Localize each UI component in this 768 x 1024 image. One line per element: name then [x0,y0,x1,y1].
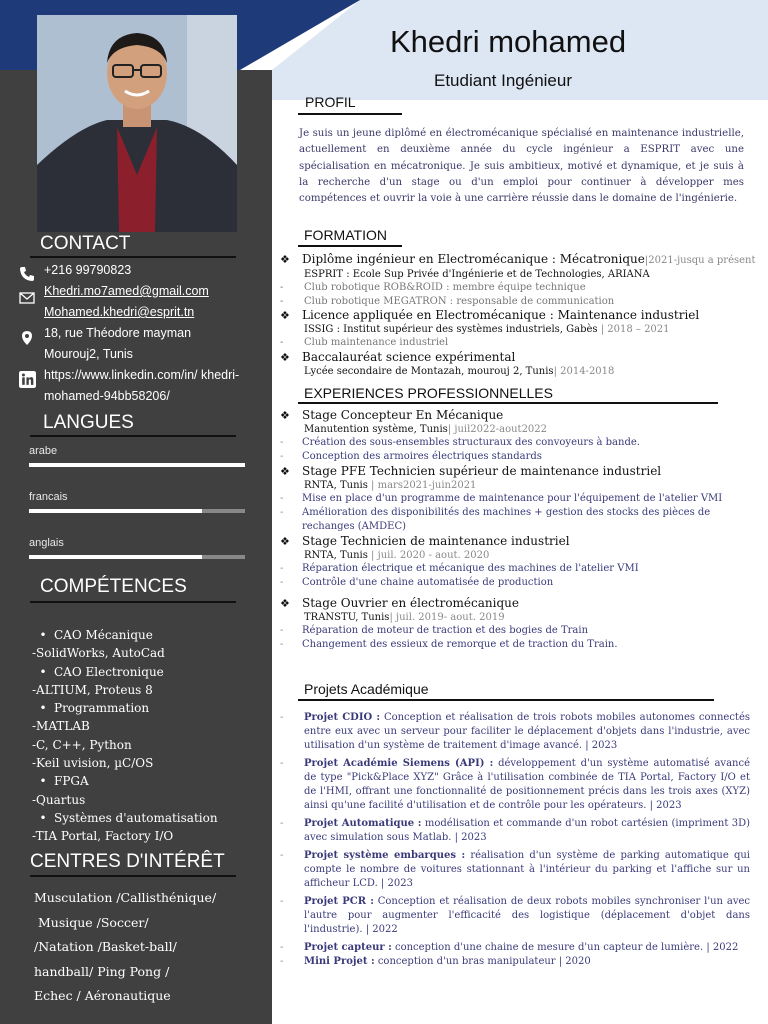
formation-item [280,308,756,323]
location-icon [19,330,35,346]
contact-linkedin-1[interactable]: https://www.linkedin.com/in/ khedri- [44,368,240,382]
project-item: - Projet capteur : conception d'une chaine de mesure d'un capteur de lumière. | 2022 [280,942,739,953]
skill-detail: -Keil uvision, µC/OS [32,756,154,771]
degree-date: | 2014-2018 [553,365,615,377]
candidate-name: Khedri mohamed [390,24,627,59]
task-item: - Amélioration des disponibilités des machines + gestion des stocks des pièces de rechanges (AMDEC) [280,507,711,532]
project-list [280,711,750,973]
diamond-bullet-icon: ❖ [280,409,290,422]
lang-fill-arabe [29,463,245,467]
skills-list [32,626,218,846]
interest-line: Musique /Soccer/ [34,914,149,930]
diamond-bullet-icon: ❖ [280,535,290,548]
degree-title: Diplôme ingénieur en Electromécanique : Mécatronique [302,252,645,266]
projets-title: Projets Académique [304,681,429,697]
interets-divider [30,875,236,877]
experience-list [280,408,756,652]
interest-line: Musculation /Callisthénique/ [34,890,217,905]
degree-school: Lycée secondaire de Montazah, mourouj 2, Tunis| 2014-2018 [304,365,615,377]
contact-linkedin-2[interactable]: mohamed-94bb58206/ [44,389,170,403]
contact-address-1: 18, rue Théodore mayman [44,326,192,340]
lang-bar-francais [29,509,245,513]
interest-line: handball/ Ping Pong / [34,963,170,979]
formation-divider [298,245,402,247]
email-icon [19,290,35,306]
interests-list [34,886,216,1009]
experiences-divider [298,402,718,404]
lang-label-francais: francais [29,491,68,503]
degree-school: ESPRIT : Ecole Sup Privée d'Ingénierie et de Technologies, ARIANA [304,269,650,280]
project-item: - Projet Académie Siemens (API) : développement d'un système automatisé avancé de type "Pick&Place XYZ" Grâce à l'utilisation combinée de TIA Portal, Factory I/O et de l'HMI, offrant une fonctionnalité de positionnement précis dans les trois axes (XYZ) ainsi qu'une facilité d'utilisation et de contrôle pour les opérateurs. | 2023 [280,758,750,811]
diamond-bullet-icon: ❖ [280,597,290,610]
experiences-title: EXPERIENCES PROFESSIONNELLES [304,385,553,401]
diamond-bullet-icon: ❖ [280,253,290,266]
formation-item [280,252,756,268]
skill-category: • Programmation [32,699,218,717]
club-item: - Club maintenance industriel [280,337,449,348]
profil-divider [298,113,402,115]
skill-detail: -SolidWorks, AutoCad [32,646,165,661]
langues-divider [30,435,236,437]
interest-line: Echec / Aéronautique [34,988,171,1003]
lang-label-arabe: arabe [29,445,58,457]
lang-fill-francais [29,509,202,513]
task-item: - Réparation de moteur de traction et des bogies de Train [280,625,589,636]
langues-title: LANGUES [43,412,134,433]
degree-title: Baccalauréat science expérimental [302,349,516,364]
task-item: - Contrôle d'une chaine automatisée de production [280,577,554,588]
project-item: - Projet PCR : Conception et réalisation de deux robots mobiles synchroniser l'un avec l'autre pour augmenter l'efficacité des logistique (déplacement d'objet dans l'industrie). | 2022 [280,896,750,935]
experience-item: ❖ Stage Technicien de maintenance industriel [280,534,570,548]
skill-detail: -ALTIUM, Proteus 8 [32,682,153,697]
degree-school: ISSIG : Institut supérieur des systèmes industriels, Gabès | 2018 – 2021 [304,324,670,335]
experience-item: ❖ Stage Concepteur En Mécanique [280,408,504,422]
skill-category: • CAO Mécanique [32,626,218,644]
lang-label-anglais: anglais [29,537,64,549]
projets-divider [298,699,714,701]
task-item: - Conception des armoires électriques standards [280,451,542,462]
club-item: - Club robotique ROB&ROID : membre équipe technique [280,282,586,293]
diamond-bullet-icon: ❖ [280,309,290,322]
skill-detail: -Quartus [32,792,86,807]
degree-date: |2021-jusqu a présent [644,255,756,266]
lang-bar-arabe [29,463,245,467]
skill-category: • CAO Electronique [32,663,218,681]
project-item: - Mini Projet : conception d'un bras manipulateur | 2020 [280,956,591,967]
club-item: - Club robotique MEGATRON : responsable de communication [280,295,615,307]
experience-company: RNTA, Tunis | juil. 2020 - aout. 2020 [304,550,490,561]
formation-list [280,252,756,378]
profile-photo [37,15,237,232]
experience-company: RNTA, Tunis | mars2021-juin2021 [304,480,477,491]
formation-item [280,350,756,365]
skill-category: • Systèmes d'automatisation [32,809,218,827]
interest-line: /Natation /Basket-ball/ [34,939,177,954]
lang-bar-anglais [29,555,245,559]
profil-text: Je suis un jeune diplômé en électromécanique spécialisé en maintenance industrielle, actuellement en deuxième année du cycle ingénieur a ESPRIT avec une spécialisation en mécatronique. Je suis ambitieux, motivé et dynamique, et je suis à la recherche d'un stage ou d'un emploi pour continuer à développer mes compétences et ouvrir la voie à une carrière réussie dans le domaine de l'ingénierie. [299,128,744,205]
diamond-bullet-icon: ❖ [280,350,290,364]
profil-title: PROFIL [305,94,356,110]
candidate-role: Etudiant Ingénieur [434,71,572,90]
experience-company: Manutention système, Tunis| juil2022-aout2022 [304,424,548,435]
competences-divider [30,601,236,603]
competences-title: COMPÉTENCES [40,576,187,597]
linkedin-icon [19,371,36,388]
task-item: - Création des sous-ensembles structuraux des convoyeurs à bande. [280,437,640,448]
experience-company: TRANSTU, Tunis| juil. 2019- aout. 2019 [304,612,505,623]
experience-item: ❖ Stage Ouvrier en électromécanique [280,596,519,610]
skill-detail: -C, C++, Python [32,737,132,752]
skill-category: • FPGA [32,772,218,790]
lang-fill-anglais [29,555,202,559]
interets-title: CENTRES D'INTÉRÊT [30,851,225,872]
diamond-bullet-icon: ❖ [280,465,290,478]
experience-item: ❖ Stage PFE Technicien supérieur de maintenance industriel [280,464,662,478]
project-item: - Projet Automatique : modélisation et commande d'un robot cartésien (impriment 3D) avec simulation sous Matlab. | 2023 [280,818,750,843]
task-item: - Mise en place d'un programme de maintenance pour l'équipement de l'atelier VMI [280,493,723,504]
contact-address-2: Mourouj2, Tunis [44,347,133,361]
contact-title: CONTACT [40,233,131,254]
degree-date: | 2018 – 2021 [597,324,670,335]
contact-email-1[interactable]: Khedri.mo7amed@gmail.com [44,284,209,298]
project-item: - Projet CDIO : Conception et réalisation de trois robots mobiles autonomes connectés entre eux avec un serveur pour faciliter le déplacement d'objets dans l'industrie, avec utilisation d'un système de traitement d'image avancé. | 2023 [280,712,750,751]
formation-title: FORMATION [304,227,387,243]
degree-title: Licence appliquée en Electromécanique : Maintenance industriel [302,308,700,322]
skill-detail: -TIA Portal, Factory I/O [32,829,174,844]
contact-divider [30,256,236,258]
contact-email-2[interactable]: Mohamed.khedri@esprit.tn [44,305,195,319]
contact-phone[interactable]: +216 99790823 [44,263,132,277]
task-item: - Réparation électrique et mécanique des machines de l'atelier VMI [280,563,639,574]
phone-icon [19,266,35,282]
skill-detail: -MATLAB [32,719,90,734]
project-item: - Projet système embarques : réalisation d'un système de parking automatique qui compte le nombre de voitures stationnant à l'intérieur du parking et l'affiche sur un afficheur LCD. | 2023 [280,850,750,889]
task-item: - Changement des essieux de remorque et de traction du Train. [280,639,618,650]
